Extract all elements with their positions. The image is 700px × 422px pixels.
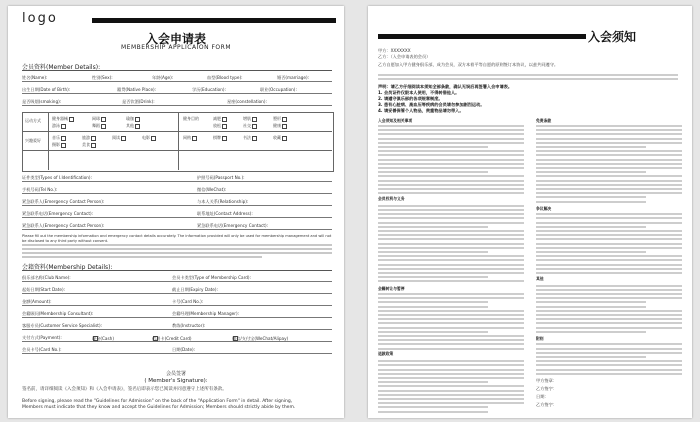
option-item[interactable]: 增肌 [243,116,257,122]
fine-print [536,360,682,362]
wechat-label: 微信(WeChat): [197,187,227,192]
fine-print [378,411,488,413]
option-item[interactable]: 收藏 [273,135,287,141]
fine-print [378,78,678,80]
membership-row [22,310,332,319]
fine-print [536,159,682,161]
dob-label: 出生日期(Date of Birth): [22,87,71,92]
fine-print [536,255,682,257]
option-item[interactable]: 美食 [82,142,96,148]
fine-print [536,369,682,371]
fine-print [378,394,524,396]
guidelines-title: 入会须知 [588,30,637,44]
header-bar [92,18,336,23]
age-label: 年龄(Age): [152,75,174,80]
fine-print [378,243,524,245]
option-item[interactable]: 音乐 [52,135,66,141]
fine-print [378,209,524,211]
fine-print [378,175,524,177]
option-item[interactable]: 减肥 [213,116,227,122]
field-line[interactable] [22,341,332,342]
column-heading: 争议解决 [536,206,552,211]
option-item[interactable]: 瑜伽 [126,116,140,122]
field-line[interactable] [22,353,332,354]
card-no-label: 卡号(Card No.): [172,299,204,304]
contact-row [22,174,332,183]
fine-print [536,192,682,194]
field-line[interactable] [22,329,332,330]
smoking-label: 是否吸烟(smoking): [22,99,62,104]
fine-print [378,159,524,161]
fine-print [378,322,524,324]
field-line[interactable] [22,93,332,94]
column-heading: 会员权利与义务 [378,196,405,201]
fine-print [536,272,682,274]
fine-print [378,398,524,400]
contact-row [22,198,332,207]
field-line[interactable] [22,305,332,306]
fine-print [536,352,682,354]
option-item[interactable]: 游泳 [52,123,66,129]
fine-print [378,343,524,345]
fine-print [378,238,524,240]
fine-print [378,184,524,186]
fine-print [22,248,332,250]
fine-print [378,360,524,362]
fine-print [378,385,524,387]
group-label: 运动方式 [25,118,41,123]
option-item[interactable]: 社交 [243,123,257,129]
consultant-label: 会籍顾问(Membership Consultant): [22,311,94,316]
sign-line: 乙方签字： [536,402,557,407]
fine-print [536,314,682,316]
fine-print [22,252,332,254]
sign-line: 日期： [536,394,549,399]
native-place-label: 籍贯(Native Place): [117,87,157,92]
fine-print [536,184,682,186]
passport-label: 护照号码(Passport No.): [197,175,245,180]
option-item[interactable]: 棋牌 [213,135,227,141]
fine-print [536,150,682,152]
fine-print [536,163,682,165]
member-details-heading: 会员资料(Member Details): [22,64,101,71]
fine-print [378,230,524,232]
grid-divider [178,112,179,170]
column-heading: 入会须知及相关事项 [378,118,413,123]
option-item[interactable]: 健康 [273,123,287,129]
fine-print [378,318,524,320]
option-item[interactable]: 网球 [92,116,106,122]
fine-print [378,171,488,173]
fine-print [536,196,646,198]
option-item[interactable]: 其他 [126,123,140,129]
fine-print [536,154,682,156]
fine-print [536,293,682,295]
fine-print [536,201,646,203]
fine-print [536,146,646,148]
fine-print [378,348,524,350]
fine-print [536,251,646,253]
membership-row [22,286,332,295]
fine-print [378,293,524,295]
membership-row [22,346,332,355]
bold-point: 2. 请遵守俱乐部的各项规章制度。 [378,96,443,101]
fine-print [378,276,488,278]
member-row-3 [22,98,332,107]
member-row-2 [22,86,332,95]
grid-divider [22,150,332,151]
fine-print [536,373,682,375]
party-b: 乙方：（入会申请表的会员） [378,54,431,59]
fine-print [378,272,524,274]
fine-print [22,256,262,258]
form-title-cn: 入会申请表 [145,32,206,46]
fine-print [536,243,682,245]
option-item[interactable]: 网购 [183,135,197,141]
column-heading: 其他 [536,276,544,281]
column-heading: 附则 [536,336,544,341]
fine-print [536,356,646,358]
fine-print [378,217,524,219]
contact-row [22,222,332,231]
fine-print [378,314,524,316]
emergency-contact-label: 紧急联系电话(Emergency Contact): [22,211,94,216]
fine-print [378,306,488,308]
fine-print [378,297,524,299]
emergency-contact-2-label: 紧急联系电话(Emergency Contact): [197,223,269,228]
fine-print [536,318,682,320]
column-heading: 会籍转让与暂停 [378,286,405,291]
club-name-label: 俱乐部名称(Club Name): [22,275,71,280]
marriage-label: 婚否(marriage): [277,75,310,80]
fine-print [536,289,682,291]
field-line[interactable] [22,281,332,282]
fine-print [378,377,524,379]
fine-print [536,310,682,312]
fine-print [378,381,488,383]
fine-print [378,373,524,375]
field-line[interactable] [22,293,332,294]
emergency-person-2-label: 紧急联系人(Emergency Contact Person): [22,223,105,228]
option-item[interactable]: 舞蹈 [92,123,106,129]
fine-print [378,255,524,257]
fine-print [378,234,524,236]
occupation-label: 职业(Occupation): [260,87,297,92]
group-label: 兴趣爱好 [25,138,41,143]
fine-print [536,125,682,127]
id-type-label: 证件类型(Types of I.Identification): [22,175,92,180]
fine-print [378,180,524,182]
fine-print [536,348,682,350]
option-item[interactable]: 塑形 [273,116,287,122]
fine-print [536,167,682,169]
fine-print [378,167,524,169]
fine-print [378,192,524,194]
fine-print [378,280,524,282]
card-type-label: 会员卡类型(Type of Membership Card): [172,275,251,280]
fine-print [378,301,488,303]
field-line[interactable] [22,217,332,218]
field-line[interactable] [22,205,332,206]
column-heading: 退款政策 [378,351,394,356]
member-card-label: 会员卡号(Card No.): [22,347,62,352]
application-form-sheet [8,6,344,418]
fine-print [378,154,524,156]
group-label: 健身目的 [183,116,199,121]
fine-print [378,142,524,144]
logo: logo [22,11,58,26]
fine-print [536,259,682,261]
contact-address-label: 联系地址(Contact Address): [197,211,253,216]
fine-print [378,138,524,140]
fine-print [378,364,524,366]
fine-print [378,327,524,329]
option-item[interactable]: 健身器械 [52,116,74,122]
fine-print [378,205,524,207]
fine-print [536,222,682,224]
fine-print [536,322,682,324]
header-bar [378,34,586,39]
fine-print [536,180,682,182]
fine-print [378,163,524,165]
signature-title-en: ( Member's Signature): [144,378,208,384]
fine-print [378,222,524,224]
membership-row [22,322,332,331]
guidelines-sheet [368,6,692,418]
member-row-1 [22,74,332,83]
fine-print [536,306,646,308]
divider [22,70,332,71]
footer-en-1: Before signing, please read the "Guidelines for Admission" on the back of the "Application Form" in detail. After signing, [22,399,293,404]
field-line[interactable] [22,181,332,182]
fine-print [378,129,524,131]
bold-point: 1. 会员证件仅限本人使用，不得转借他人。 [378,90,460,95]
fine-print [536,226,646,228]
fine-print [378,146,488,148]
contact-row [22,210,332,219]
fine-print [536,234,682,236]
fine-print [378,226,488,228]
fine-print [536,268,682,270]
fine-print [378,133,524,135]
fine-print [536,129,682,131]
party-a: 甲方：XXXXXXX [378,48,411,53]
field-line[interactable] [22,229,332,230]
fine-print [378,331,488,333]
signature-title-cn: 会员签署 [165,371,186,377]
fine-print [536,285,682,287]
field-line[interactable] [22,105,332,106]
membership-row [22,274,332,283]
option-item[interactable]: 电影 [142,135,156,141]
fine-print [22,244,332,246]
fine-print [536,175,682,177]
fine-print [536,217,682,219]
drink-label: 是否饮酒(Drink): [122,99,155,104]
fine-print [536,297,682,299]
form-title-en: MEMBERSHIP APPLICAION FORM [121,44,231,51]
bold-point: 3. 患有心脏病、高血压等疾病的会员请勿参加剧烈运动。 [378,102,485,107]
fine-print [536,327,682,329]
fine-print [536,301,646,303]
fine-print [536,142,682,144]
fine-print [378,339,524,341]
grid-divider [48,112,49,170]
fine-print [378,125,524,127]
option-item[interactable]: 书法 [243,135,257,141]
footer-en-2: Members must indicate that they know and accept the Guidelines for Admission; Members should strictly abide by them. [22,405,296,410]
option-item[interactable]: 放松 [213,123,227,129]
option-item[interactable]: 旅游 [82,135,96,141]
expiry-date-label: 截止日期(Expiry Date): [172,287,218,292]
fine-print [536,230,682,232]
field-line[interactable] [22,193,332,194]
fine-print [378,74,678,76]
education-label: 学历(Education): [192,87,226,92]
payment-row: 支付方式(Payment): 现金(Cash) 信用卡(Credit Card) 微信/支付宝(WeChat/Alipay) [22,334,332,343]
grid-divider [22,131,332,132]
fine-print [378,150,524,152]
relationship-label: 与本人关系(Relationship): [197,199,249,204]
fine-print [378,310,524,312]
bold-point: 4. 请妥善保管个人物品，贵重物品请勿带入。 [378,108,464,113]
fine-print [536,138,682,140]
fine-print [536,171,646,173]
membership-heading: 会籍资料(Membership Details): [22,264,113,271]
constellation-label: 星座(constellation): [227,99,267,104]
start-date-label: 起始日期(Start Date): [22,287,65,292]
fine-print [378,251,488,253]
option-item[interactable]: 阅读 [112,135,126,141]
membership-row [22,298,332,307]
date-label: 日期(Date): [172,347,196,352]
field-line[interactable] [22,317,332,318]
option-item[interactable]: 摄影 [52,142,66,148]
fine-print [536,188,682,190]
fine-print [378,406,488,408]
fine-print [378,402,524,404]
declaration: 声明：请乙方仔细阅读本须知全部条款，确认无误后再签署入会申请表。 [378,84,513,89]
field-line[interactable] [22,81,332,82]
fine-print [536,133,682,135]
fine-print [378,213,524,215]
fine-print [536,264,682,266]
notice-paragraph: Please fill out the membership information and emergency contact details accurately. The information provided will only be used for membership management and will not be disclosed to any third party without consent. [22,234,332,243]
fine-print [378,247,524,249]
fine-print [378,268,524,270]
amount-label: 金额(Amount): [22,299,52,304]
column-heading: 免责条款 [536,118,552,123]
blood-type-label: 血型(Blood type): [207,75,243,80]
fine-print [536,247,682,249]
manager-label: 会籍经理(Membership Manager): [172,311,239,316]
payment-label: 支付方式(Payment): [22,335,62,340]
divider [22,270,332,271]
instructor-label: 教练(Instructor): [172,323,206,328]
sex-label: 性别(Sex): [92,75,113,80]
fine-print [378,335,524,337]
sign-line: 乙方签字： [536,386,557,391]
name-label: 姓名(Name): [22,75,48,80]
emergency-person-label: 紧急联系人(Emergency Contact Person): [22,199,105,204]
fine-print [536,343,682,345]
fine-print [378,259,524,261]
fine-print [536,364,682,366]
fine-print [378,390,524,392]
fine-print [536,331,646,333]
contact-row [22,186,332,195]
fine-print [378,188,524,190]
fine-print [536,238,682,240]
intro-text: 乙方自愿加入甲方健身俱乐部，成为会员，双方本着平等自愿的原则签订本协议，以兹共同遵守。 [378,62,559,67]
footer-cn: 签名前，请详细阅读《入会须知》和《入会申请表》，签名后即表示您已阅读并同意遵守上述所有条款。 [22,387,227,392]
fine-print [378,369,524,371]
fine-print [378,264,524,266]
fine-print [536,213,682,215]
tel-label: 手机号码(Tel No.): [22,187,58,192]
cs-specialist-label: 客服专员(Customer Service Specialist): [22,323,102,328]
sign-line: 甲方签章： [536,378,557,383]
